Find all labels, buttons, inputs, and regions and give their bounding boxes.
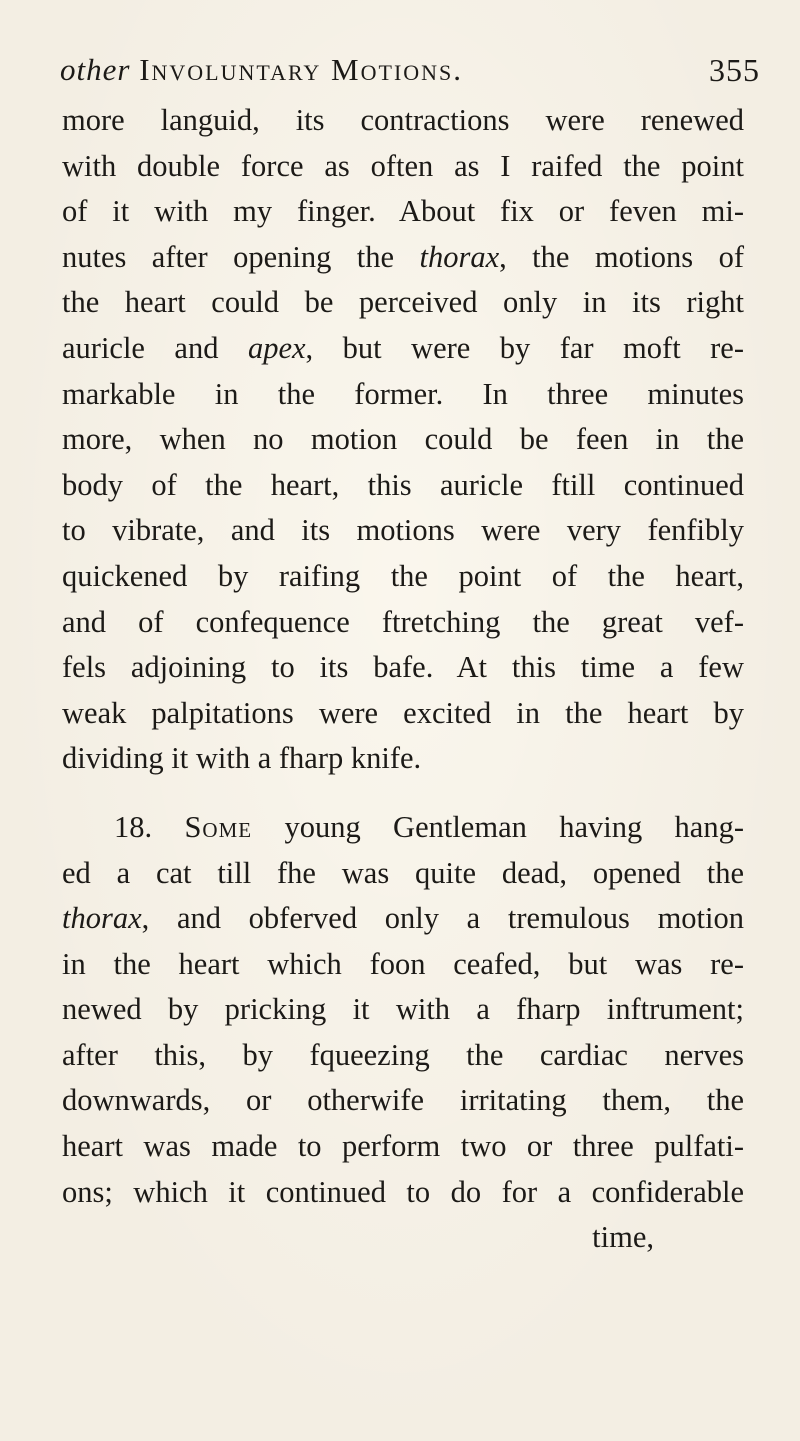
text-line: to vibrate, and its motions were very fenfibly (62, 513, 744, 548)
text-line: more languid, its contractions were renewed (62, 103, 744, 137)
text-line: nutes after opening the thorax, the motions of (62, 239, 744, 274)
text-line: ed a cat till fhe was quite dead, opened the (62, 855, 744, 890)
paragraph-2 (62, 805, 744, 1215)
text-line: body of the heart, this auricle ftill continued (62, 467, 744, 502)
text-line: and of confequence ftretching the great vef- (62, 604, 744, 639)
text-line: weak palpitations were excited in the heart by (62, 695, 744, 730)
text-line: quickened by raifing the point of the heart, (62, 558, 744, 593)
text-line: thorax, and obferved only a tremulous motion (62, 901, 744, 936)
body-text (62, 98, 744, 1261)
text-line: downwards, or otherwife irritating them, the (62, 1083, 744, 1118)
paragraph-1 (62, 98, 744, 782)
text-line: ons; which it continued to do for a confiderable (62, 1174, 744, 1209)
section-opening-word: Some (184, 809, 253, 844)
text-line: with double force as often as I raifed the point (62, 148, 744, 183)
text-line: more, when no motion could be feen in the (62, 422, 744, 457)
text-line: in the heart which foon ceafed, but was re- (62, 946, 744, 981)
italic-term: thorax (419, 239, 500, 274)
italic-term: thorax (62, 901, 142, 936)
italic-term: apex (247, 330, 306, 365)
text-line: dividing it with a fharp knife. (62, 741, 422, 776)
text-line: heart was made to perform two or three pulfati- (62, 1129, 744, 1164)
text-line: fels adjoining to its bafe. At this time a few (62, 650, 744, 685)
section-number: 18. (114, 809, 185, 844)
running-head-italic: other (60, 52, 131, 87)
text-line: markable in the former. In three minutes (62, 376, 744, 411)
text-line: after this, by fqueezing the cardiac nerves (62, 1037, 744, 1072)
text-line: auricle and apex, but were by far moft re- (62, 330, 744, 365)
text-line: the heart could be perceived only in its right (62, 285, 744, 320)
text-line: newed by pricking it with a fharp inftrument; (62, 992, 744, 1027)
running-header (60, 52, 760, 96)
text-line: of it with my finger. About fix or feven mi- (62, 194, 744, 229)
running-head (60, 52, 463, 88)
running-head-title: Involuntary Motions. (139, 52, 464, 87)
text-line: 18. Some young Gentleman having hang- (114, 809, 744, 844)
catchword: time, (592, 1220, 654, 1255)
page-number: 355 (709, 52, 760, 88)
